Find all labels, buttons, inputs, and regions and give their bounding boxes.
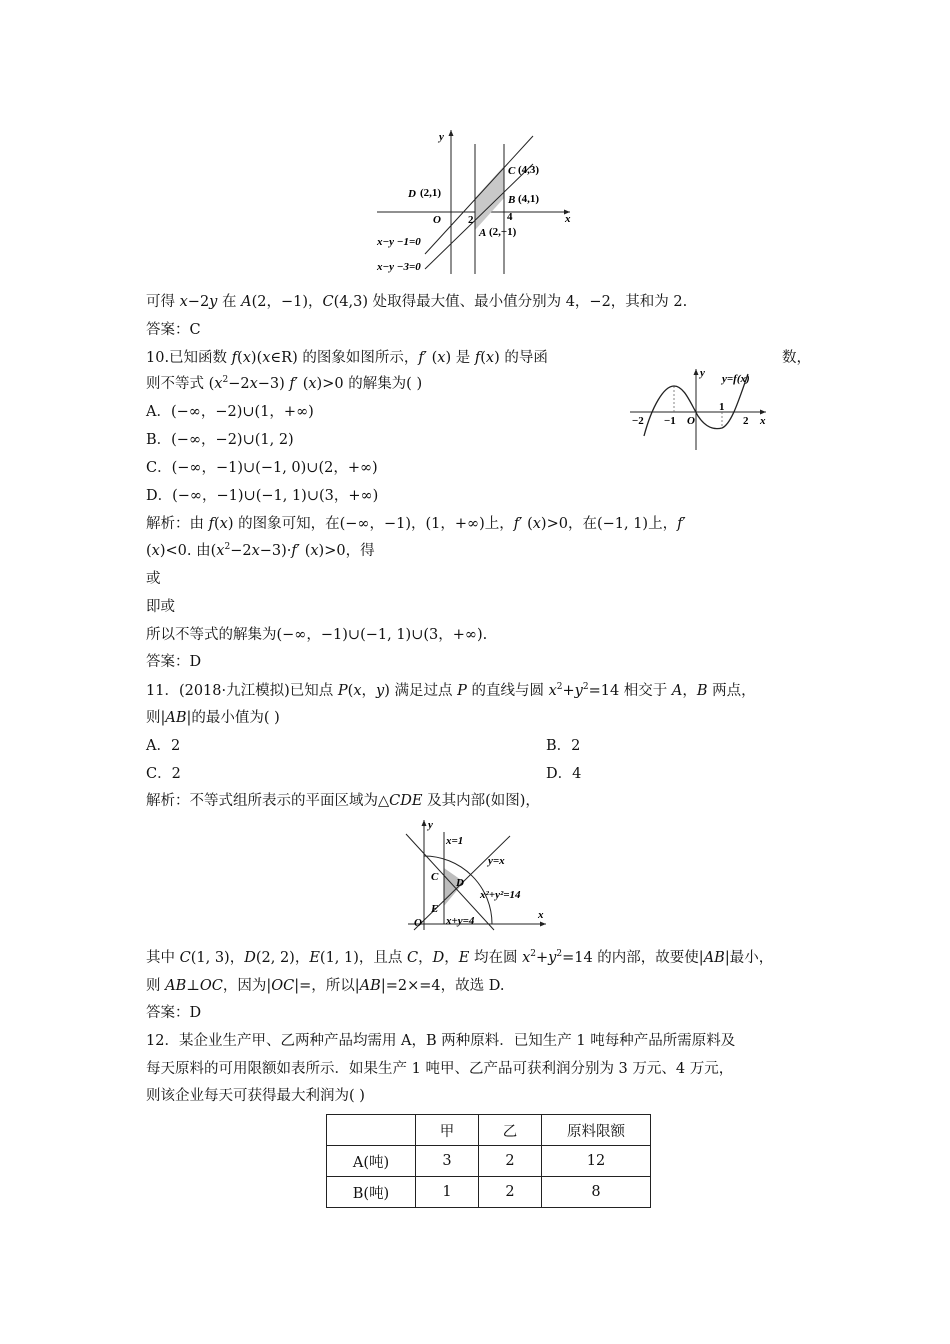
q11-graph-circle-label: x²+y²=14: [480, 889, 521, 901]
q11-graph-yx-label: y=x: [488, 855, 505, 867]
q10-option-c: C．(−∞，−1)∪(−1, 0)∪(2，+∞): [146, 460, 378, 476]
fig1-tick-4: 4: [507, 211, 513, 223]
q11-graph-origin-label: O: [414, 917, 422, 929]
q10-graph-x-label: x: [760, 415, 766, 427]
table-cell: 12: [542, 1146, 651, 1177]
fig1-point-b: B: [508, 194, 516, 206]
q10-graph-origin-label: O: [687, 415, 695, 427]
q10-option-d: D．(−∞，−1)∪(−1, 1)∪(3，+∞): [146, 488, 379, 504]
q10-graph-fx-label: y=f(x): [722, 373, 750, 385]
q11-option-b: B．2: [546, 738, 581, 754]
table-row: [327, 1146, 651, 1177]
table-header-cell: [327, 1115, 416, 1146]
q10-i-e-or-line: 即或: [146, 599, 175, 615]
figure-feasible-region: [375, 126, 585, 276]
q10-stem-line-2: 则不等式 $(x^2-2x-3)$ f′ (x)>0 的解集为( ): [146, 375, 423, 392]
q10-analysis-line-2: (x)<0. 由$(x^2-2x-3)\cdot f'$ (x)>0，得: [146, 542, 375, 559]
q12-table: [326, 1114, 651, 1208]
q11-graph-point-c: C: [431, 871, 439, 883]
q10-graph-tick-m2: −2: [632, 415, 644, 427]
q10-solution: 所以不等式的解集为(−∞，−1)∪(−1, 1)∪(3，+∞).: [146, 627, 488, 643]
q10-answer: 答案：D: [146, 654, 202, 670]
q10-stem-line-1: 10.已知函数 f(x)(x∈R) 的图象如图所示，f′ (x) 是 f(x) 的导函: [146, 350, 548, 366]
table-row: [327, 1177, 651, 1208]
fig1-point-a: A: [479, 227, 487, 239]
q10-analysis-line-1: 解析：由 f(x) 的图象可知，在(−∞，−1)，(1，+∞)上，f′ (x)>0，在(−1, 1)上，f′: [146, 516, 686, 532]
q12-stem-line-1: 12．某企业生产甲、乙两种产品均需用 A，B 两种原料．已知生产 1 吨每种产品所需原料及: [146, 1033, 736, 1049]
table-header-cell: 原料限额: [542, 1115, 651, 1146]
q10-graph-tick-m1: −1: [664, 415, 676, 427]
q11-stem-line-1: 11．(2018·九江模拟)已知点 P(x，y) 满足过点 P 的直线与圆 $x^2+y^2=14$ 相交于 A，B 两点，: [146, 682, 756, 699]
shaded-region: [475, 166, 504, 230]
figure-axes: [377, 130, 570, 274]
q10-stem-line-1-tail: 数，: [782, 350, 811, 366]
table-cell: 2: [479, 1146, 542, 1177]
table-header-cell: 乙: [479, 1115, 542, 1146]
table-header-cell: 甲: [416, 1115, 479, 1146]
q11-graph-point-d: D: [456, 877, 464, 889]
figure-circle-region: [398, 818, 548, 932]
table-cell: 8: [542, 1177, 651, 1208]
q9-conclusion: 可得 x−2y 在 A(2，−1)，C(4,3) 处取得最大值、最小值分别为 4，−2，其和为 2.: [146, 294, 688, 310]
fig1-point-d: D: [408, 188, 416, 200]
q10-or-line: 或: [146, 571, 161, 587]
q10-graph-tick-1: 1: [719, 401, 725, 413]
table-cell: 3: [416, 1146, 479, 1177]
q11-graph-axes: [408, 820, 546, 930]
fig1-tick-2: 2: [468, 214, 474, 226]
q11-answer: 答案：D: [146, 1005, 202, 1021]
q12-stem-line-2: 每天原料的可用限额如表所示．如果生产 1 吨甲、乙产品可获利润分别为 3 万元、4 万元，: [146, 1061, 734, 1077]
q9-answer: 答案：C: [146, 322, 201, 338]
q11-analysis-line-1: 解析：不等式组所表示的平面区域为△CDE 及其内部(如图)，: [146, 793, 540, 809]
fig1-line-1-label: x−y −1=0: [377, 236, 421, 248]
q11-graph-x-label: x: [538, 909, 544, 921]
q11-graph-x1-label: x=1: [446, 835, 464, 847]
table-cell: 2: [479, 1177, 542, 1208]
q11-analysis-line-3: 则 AB⊥OC，因为|OC|=，所以|AB|=2×=4，故选 D.: [146, 978, 505, 994]
fig1-origin-label: O: [433, 214, 441, 226]
q11-option-d: D．4: [546, 766, 582, 782]
q11-option-a: A．2: [146, 738, 181, 754]
q11-analysis-line-2: 其中 C(1, 3)，D(2, 2)，E(1, 1)，且点 C，D，E 均在圆 $x^2+y^2=14$ 的内部，故要使|AB|最小，: [146, 949, 774, 966]
q11-option-c: C．2: [146, 766, 181, 782]
q10-option-a: A．(−∞，−2)∪(1，+∞): [146, 404, 314, 420]
q12-stem-line-3: 则该企业每天可获得最大利润为( ): [146, 1088, 365, 1104]
q10-option-b: B．(−∞，−2)∪(1, 2): [146, 432, 294, 448]
q11-graph-xy4-label: x+y=4: [446, 915, 475, 927]
table-cell: 1: [416, 1177, 479, 1208]
q10-graph-guides: [674, 386, 722, 428]
q10-graph-tick-2: 2: [743, 415, 749, 427]
table-header-row: [327, 1115, 651, 1146]
fig1-point-d-coord: (2,1): [420, 187, 442, 199]
fig1-line-2-label: x−y −3=0: [377, 261, 421, 273]
table-row-label: A(吨): [327, 1146, 416, 1177]
fig1-x-label: x: [565, 213, 571, 225]
fig1-point-a-coord: (2,−1): [489, 226, 517, 238]
q11-graph-point-e: E: [431, 903, 439, 915]
fig1-y-label: y: [439, 131, 444, 143]
table-row-label: B(吨): [327, 1177, 416, 1208]
fig1-point-c: C: [508, 165, 516, 177]
q10-graph-y-label: y: [700, 367, 705, 379]
fig1-point-c-coord: (4,3): [518, 164, 540, 176]
q11-graph-y-label: y: [428, 819, 433, 831]
figure-function-graph: [626, 366, 776, 452]
q11-stem-line-2: 则|AB|的最小值为( ): [146, 710, 280, 726]
fig1-point-b-coord: (4,1): [518, 193, 540, 205]
